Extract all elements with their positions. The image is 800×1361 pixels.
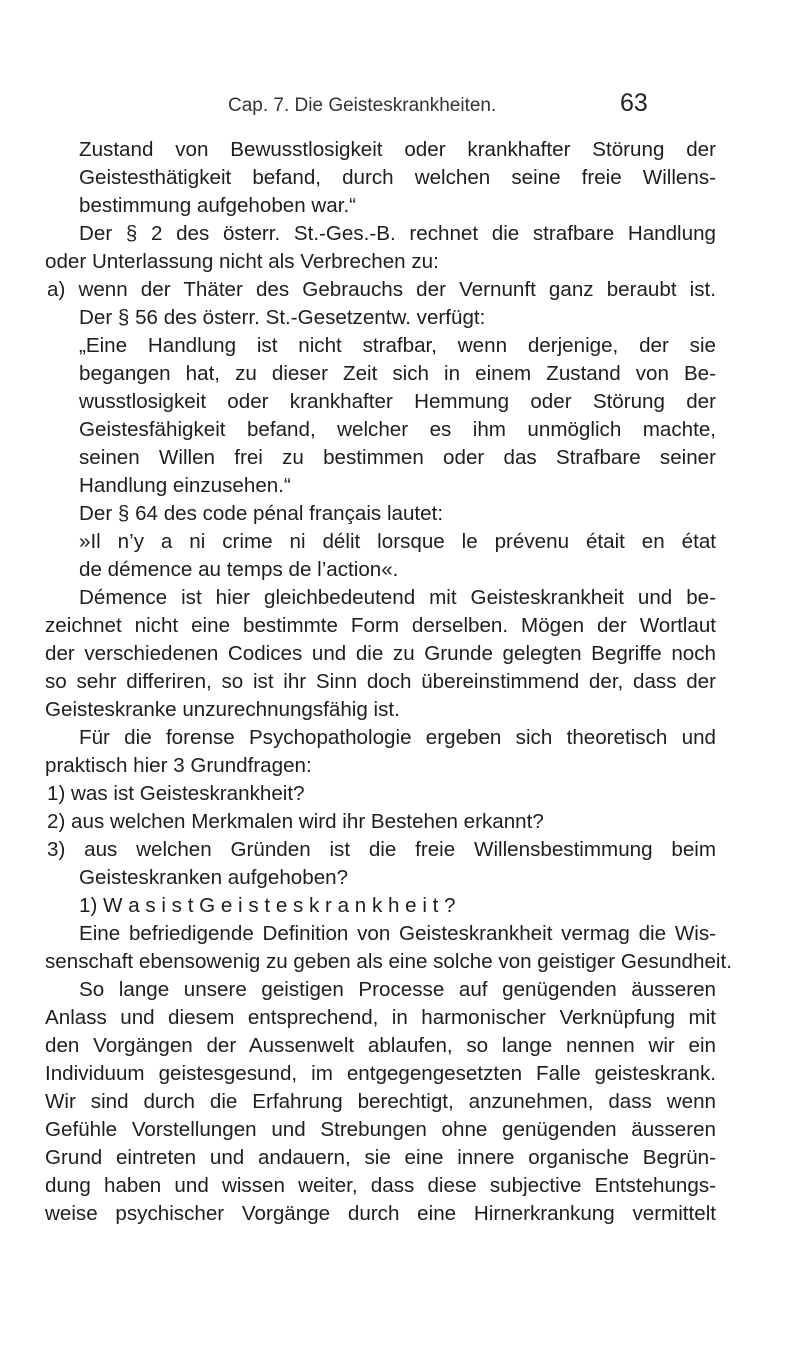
text-line: so sehr differiren, so ist ihr Sinn doch übereinstimmend der, dass der bbox=[45, 670, 716, 693]
text-line: a) wenn der Thäter des Gebrauchs der Vernunft ganz beraubt ist. bbox=[47, 278, 716, 301]
text-line: Der § 56 des österr. St.-Gesetzentw. verfügt: bbox=[79, 306, 486, 329]
chapter-title: Die Geisteskrankheiten. bbox=[294, 95, 497, 116]
text-line: Individuum geistesgesund, im entgegengesetzten Falle geisteskrank. bbox=[45, 1062, 716, 1085]
text-line: Démence ist hier gleichbedeutend mit Geisteskrankheit und be- bbox=[79, 586, 716, 609]
text-line: praktisch hier 3 Grundfragen: bbox=[45, 754, 312, 777]
text-line: Grund eintreten und andauern, sie eine innere organische Begrün- bbox=[45, 1146, 716, 1169]
page-number: 63 bbox=[620, 89, 648, 117]
text-line: dung haben und wissen weiter, dass diese subjective Entstehungs- bbox=[45, 1174, 716, 1197]
text-line: Für die forense Psychopathologie ergeben sich theoretisch und bbox=[79, 726, 716, 749]
text-line: Eine befriedigende Definition von Geisteskrankheit vermag die Wis- bbox=[79, 922, 716, 945]
text-line: Geisteskranke unzurechnungsfähig ist. bbox=[45, 698, 400, 721]
section-heading: 1) W a s i s t G e i s t e s k r a n k h e i t ? bbox=[79, 894, 456, 917]
text-line: Zustand von Bewusstlosigkeit oder krankhafter Störung der bbox=[79, 138, 716, 161]
text-line: Der § 2 des österr. St.-Ges.-B. rechnet die strafbare Handlung bbox=[79, 222, 716, 245]
text-line: senschaft ebensowenig zu geben als eine solche von geistiger Gesundheit. bbox=[45, 950, 732, 973]
text-line: Handlung einzusehen.“ bbox=[79, 474, 291, 497]
text-line: So lange unsere geistigen Processe auf genügenden äusseren bbox=[79, 978, 716, 1001]
text-line: den Vorgängen der Aussenwelt ablaufen, so lange nennen wir ein bbox=[45, 1034, 716, 1057]
text-line: 2) aus welchen Merkmalen wird ihr Bestehen erkannt? bbox=[47, 810, 544, 833]
text-line: der verschiedenen Codices und die zu Grunde gelegten Begriffe noch bbox=[45, 642, 716, 665]
text-line: Geistesfähigkeit befand, welcher es ihm unmöglich machte, bbox=[79, 418, 716, 441]
text-line: Wir sind durch die Erfahrung berechtigt, anzunehmen, dass wenn bbox=[45, 1090, 716, 1113]
text-line: begangen hat, zu dieser Zeit sich in einem Zustand von Be- bbox=[79, 362, 716, 385]
chapter-label: Cap. 7. bbox=[228, 95, 290, 116]
text-line: oder Unterlassung nicht als Verbrechen zu: bbox=[45, 250, 439, 273]
running-header bbox=[0, 89, 800, 125]
header-title bbox=[228, 95, 496, 117]
text-line: Geistesthätigkeit befand, durch welchen seine freie Willens- bbox=[79, 166, 716, 189]
text-line: bestimmung aufgehoben war.“ bbox=[79, 194, 357, 217]
text-line: „Eine Handlung ist nicht strafbar, wenn derjenige, der sie bbox=[79, 334, 716, 357]
text-line: Geisteskranken aufgehoben? bbox=[79, 866, 349, 889]
text-line: Gefühle Vorstellungen und Strebungen ohne genügenden äusseren bbox=[45, 1118, 716, 1141]
text-line: 3) aus welchen Gründen ist die freie Willensbestimmung beim bbox=[47, 838, 716, 861]
text-line: »Il n’y a ni crime ni délit lorsque le prévenu était en état bbox=[79, 530, 716, 553]
text-line: seinen Willen frei zu bestimmen oder das Strafbare seiner bbox=[79, 446, 716, 469]
text-line: 1) was ist Geisteskrankheit? bbox=[47, 782, 305, 805]
text-line: weise psychischer Vorgänge durch eine Hirnerkrankung vermittelt bbox=[45, 1202, 716, 1225]
text-line: zeichnet nicht eine bestimmte Form derselben. Mögen der Wortlaut bbox=[45, 614, 716, 637]
text-line: Der § 64 des code pénal français lautet: bbox=[79, 502, 444, 525]
text-line: de démence au temps de l’action«. bbox=[79, 558, 399, 581]
text-line: Anlass und diesem entsprechend, in harmonischer Verknüpfung mit bbox=[45, 1006, 716, 1029]
text-line: wusstlosigkeit oder krankhafter Hemmung oder Störung der bbox=[79, 390, 716, 413]
